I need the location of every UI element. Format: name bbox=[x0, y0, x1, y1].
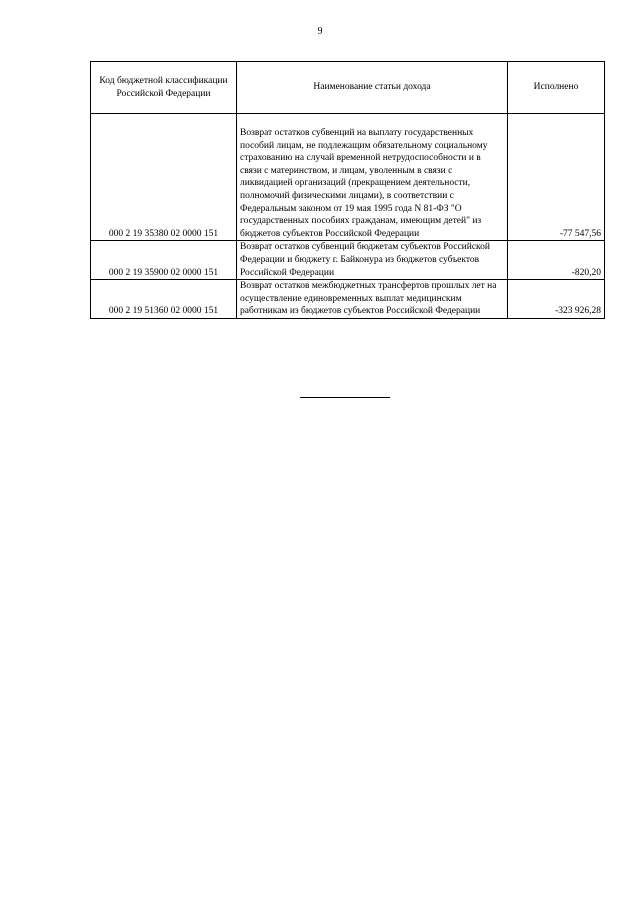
header-name: Наименование статьи дохода bbox=[237, 62, 508, 114]
budget-revenue-table bbox=[90, 61, 605, 319]
end-divider-line bbox=[300, 397, 390, 398]
table-row bbox=[91, 280, 605, 319]
header-code: Код бюджетной классификации Российской Федерации bbox=[91, 62, 237, 114]
cell-code: 000 2 19 51360 02 0000 151 bbox=[91, 280, 237, 319]
table-header-row bbox=[91, 62, 605, 114]
cell-name: Возврат остатков межбюджетных трансфертов прошлых лет на осуществление единовременных выплат медицинским работникам из бюджетов субъектов Российской Федерации bbox=[237, 280, 508, 319]
cell-code: 000 2 19 35380 02 0000 151 bbox=[91, 114, 237, 241]
table-row bbox=[91, 241, 605, 280]
cell-executed: -323 926,28 bbox=[508, 280, 605, 319]
header-executed: Исполнено bbox=[508, 62, 605, 114]
cell-name: Возврат остатков субвенций бюджетам субъектов Российской Федерации и бюджету г. Байконура из бюджетов субъектов Российской Федерации bbox=[237, 241, 508, 280]
page-number: 9 bbox=[317, 26, 323, 37]
cell-code: 000 2 19 35900 02 0000 151 bbox=[91, 241, 237, 280]
table-row bbox=[91, 114, 605, 241]
cell-executed: -820,20 bbox=[508, 241, 605, 280]
cell-executed: -77 547,56 bbox=[508, 114, 605, 241]
cell-name: Возврат остатков субвенций на выплату государственных пособий лицам, не подлежащим обязательному социальному страхованию на случай временной нетрудоспособности и в связи с материнством, и лицам, уволенным в связи с ликвидацией организаций (прекращением деятельности, полномочий физическими лицами), в соответствии с Федеральным законом от 19 мая 1995 года N 81-ФЗ "О государственных пособиях гражданам, имеющим детей" из бюджетов субъектов Российской Федерации bbox=[237, 114, 508, 241]
